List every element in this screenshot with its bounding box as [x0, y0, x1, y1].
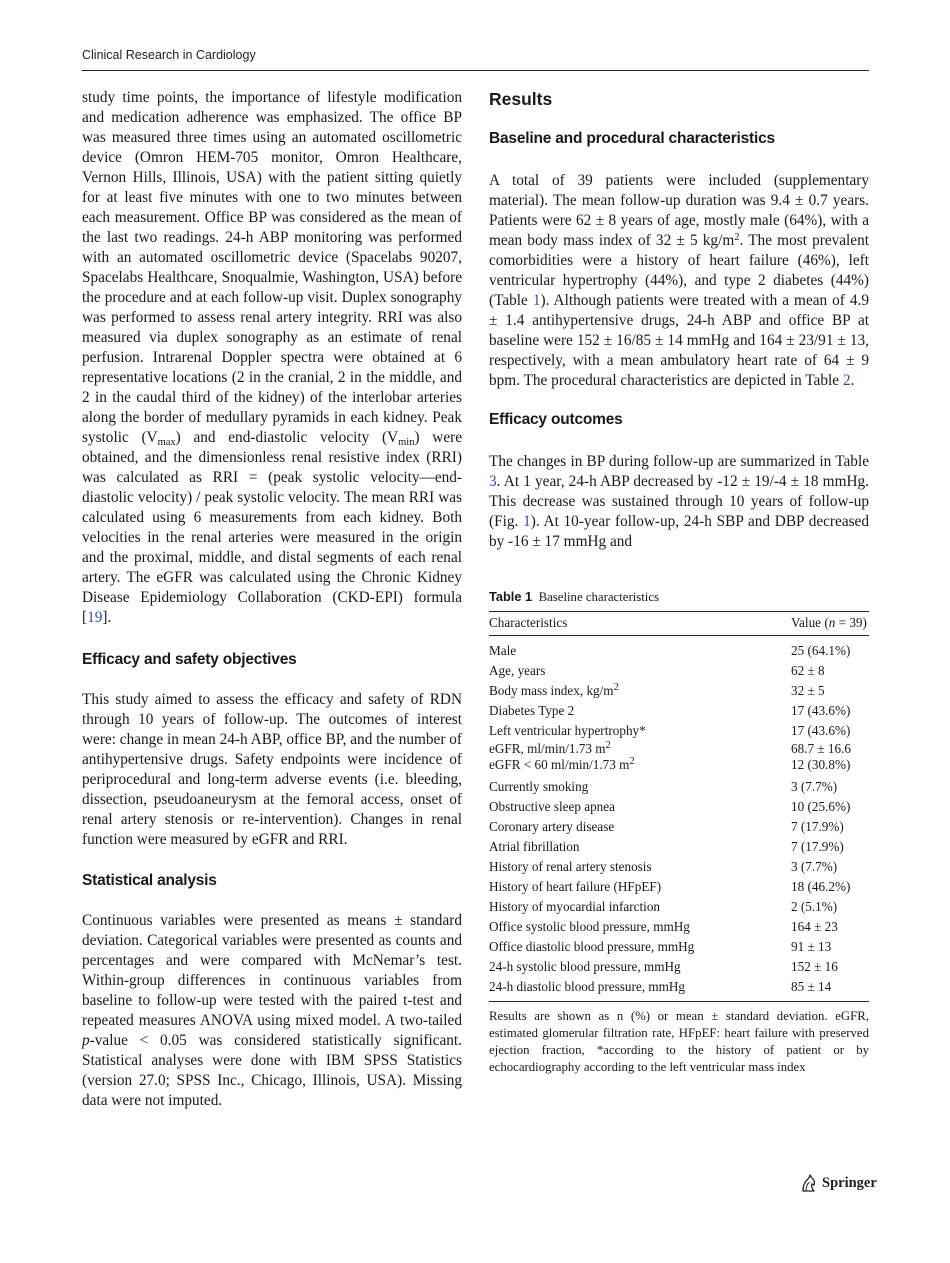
row-value: 17 (43.6%) — [791, 703, 851, 718]
heading-efficacy-safety-objectives: Efficacy and safety objectives — [82, 651, 297, 668]
table-row — [489, 777, 869, 797]
statistics-paragraph: Continuous variables were presented as means ± standard deviation. Categorical variables were presented as counts and percentages and were compared with McNemar’s test. Within-group differences in continuous variables from baseline to follow-up were tested with the paired t-test and repeated measures ANOVA using mixed model. A two-tailed p-value < 0.05 was considered statistically significant. Statistical analyses were done with IBM SPSS Statistics (version 27.0; SPSS Inc., Chicago, Illinois, USA). Missing data were not imputed. — [82, 912, 462, 1109]
row-characteristic: Office systolic blood pressure, mmHg — [489, 919, 690, 934]
row-characteristic: Currently smoking — [489, 779, 589, 794]
right-column — [489, 88, 869, 1076]
table-row — [489, 957, 869, 977]
table-row — [489, 701, 869, 721]
baseline-paragraph: A total of 39 patients were included (supplementary material). The mean follow-up duration was 9.4 ± 0.7 years. Patients were 62 ± 8 years of age, mostly male (64%), with a mean body mass index of 32 ± 5 $kg/m^2$. The most prevalent comorbidities were a history of heart failure (46%), left ventricular hypertrophy (44%), and type 2 diabetes (44%) (Table 1). Although patients were treated with a mean of 4.9 ± 1.4 antihypertensive drugs, 24-h ABP and office BP at baseline were 152 ± 16/85 ± 14 mmHg and 164 ± 23/91 ± 13, respectively, with a mean ambulatory heart rate of 64 ± 9 bpm. The procedural characteristics are depicted in Table 2. — [489, 172, 869, 389]
publisher-name: Springer — [822, 1175, 877, 1191]
left-column — [82, 88, 462, 1111]
table-row — [489, 937, 869, 957]
table-title: Baseline characteristics — [538, 590, 660, 604]
header-rule — [82, 70, 869, 71]
row-value: 32 ± 5 — [791, 683, 825, 698]
row-characteristic: Body mass index, $kg/m^2$ — [489, 682, 619, 698]
row-characteristic: eGFR, ml/min/1.73 $m^2$ eGFR < 60 ml/min/1.73 $m^2$ — [489, 740, 635, 772]
heading-results: Results — [489, 89, 553, 109]
table-row — [489, 661, 869, 681]
efficacy-paragraph: The changes in BP during follow-up are summarized in Table 3. At 1 year, 24-h ABP decreased by -12 ± 19/-4 ± 18 mmHg. This decrease was sustained through 10 years of follow-up (Fig. 1). At 10-year follow-up, 24-h SBP and DBP decreased by -16 ± 17 mmHg and — [489, 453, 869, 550]
heading-baseline-characteristics: Baseline and procedural characteristics — [489, 130, 775, 147]
row-characteristic: Left ventricular hypertrophy* — [489, 723, 646, 738]
row-value: 17 (43.6%) — [791, 723, 851, 738]
table-row — [489, 837, 869, 857]
row-value: 18 (46.2%) — [791, 879, 851, 894]
methods-paragraph: study time points, the importance of lifestyle modification and medication adherence was emphasized. The office BP was measured three times using an automated oscillometric device (Omron HEM-705 monitor, Omron Healthcare, Vernon Hills, Illinois, USA) with the patient sitting quietly for at least five minutes with one to two minutes between each measurement. Office BP was considered as the mean of the last two readings. 24-h ABP monitoring was performed with an automated oscillometric device (Spacelabs 90207, Spacelabs Healthcare, Snoqualmie, Washington, USA) before the procedure and at each follow-up visit. Duplex sonography was performed to assess renal artery integrity. RRI was also measured via duplex sonography as an estimate of renal perfusion. Intrarenal Doppler spectra were obtained at 6 representative locations (2 in the cranial, 2 in the middle, and 2 in the caudal third of the kidney) of the interlobar arteries along the border of medullary pyramids in each kidney. Peak systolic $(V_{max})$ and end-diastolic velocity $(V_{min})$ were obtained, and the dimensionless renal resistive index (RRI) was calculated as RRI = (peak systolic velocity—end-diastolic velocity) / peak systolic velocity. The mean RRI was calculated using 6 measurements from each kidney. Both velocities in the renal arteries were measured in the origin and the proximal, middle, and distal segments of each renal artery. The eGFR was calculated using the Chronic Kidney Disease Epidemiology Collaboration (CKD-EPI) formula [19]. — [82, 89, 462, 626]
row-characteristic: 24-h systolic blood pressure, mmHg — [489, 959, 681, 974]
row-characteristic: History of renal artery stenosis — [489, 859, 652, 874]
row-value: 7 (17.9%) — [791, 819, 844, 834]
row-value: 91 ± 13 — [791, 939, 832, 954]
row-characteristic: Age, years — [489, 663, 546, 678]
objectives-paragraph: This study aimed to assess the efficacy and safety of RDN through 10 years of follow-up. The outcomes of interest were: change in mean 24-h ABP, office BP, and the number of antihypertensive drugs. Safety endpoints were incidence of periprocedural and long-term adverse events (i.e. bleeding, dissection, pseudoaneurysm at the femoral access, onset of renal artery stenosis or re-intervention). Changes in renal function were measured by eGFR and RRI. — [82, 691, 462, 848]
row-characteristic: Coronary artery disease — [489, 819, 615, 834]
table-row — [489, 721, 869, 741]
row-characteristic: 24-h diastolic blood pressure, mmHg — [489, 979, 685, 994]
table-header-row — [489, 612, 869, 636]
row-characteristic: Atrial fibrillation — [489, 839, 580, 854]
heading-statistical-analysis: Statistical analysis — [82, 872, 217, 889]
row-characteristic: Office diastolic blood pressure, mmHg — [489, 939, 695, 954]
row-value: 3 (7.7%) — [791, 859, 838, 874]
table-footnote: Results are shown as n (%) or mean ± standard deviation. eGFR, estimated glomerular filtration rate, HFpEF: heart failure with preserved ejection fraction, *according to the history of patient or by echocardiography according to the left ventricular mass index — [489, 1009, 869, 1074]
row-value: 7 (17.9%) — [791, 839, 844, 854]
row-value: 2 (5.1%) — [791, 899, 838, 914]
row-value: 10 (25.6%) — [791, 799, 851, 814]
row-value: 3 (7.7%) — [791, 779, 838, 794]
row-characteristic: Male — [489, 643, 517, 658]
column-header-value: Value (n = 39) — [791, 615, 867, 630]
publisher-logo — [800, 1174, 877, 1193]
row-value: 68.7 ± 16.6 12 (30.8%) — [791, 741, 851, 772]
table-row — [489, 897, 869, 917]
row-value: 25 (64.1%) — [791, 643, 851, 658]
row-characteristic: History of heart failure (HFpEF) — [489, 879, 662, 894]
table-row — [489, 681, 869, 701]
heading-efficacy-outcomes: Efficacy outcomes — [489, 411, 623, 428]
table-row — [489, 741, 869, 777]
row-characteristic: History of myocardial infarction — [489, 899, 661, 914]
column-header-characteristics: Characteristics — [489, 615, 568, 630]
row-value: 62 ± 8 — [791, 663, 825, 678]
table-caption — [489, 589, 869, 605]
table-row — [489, 797, 869, 817]
table-row — [489, 917, 869, 937]
table-row — [489, 877, 869, 897]
table-row — [489, 817, 869, 837]
table-row — [489, 636, 869, 662]
row-characteristic: Obstructive sleep apnea — [489, 799, 615, 814]
springer-horse-icon — [800, 1174, 817, 1193]
table-row — [489, 857, 869, 877]
table-row — [489, 977, 869, 1001]
row-value: 152 ± 16 — [791, 959, 838, 974]
row-value: 85 ± 14 — [791, 979, 832, 994]
row-value: 164 ± 23 — [791, 919, 838, 934]
baseline-characteristics-table — [489, 611, 869, 1001]
row-characteristic: Diabetes Type 2 — [489, 703, 575, 718]
table-label: Table 1 — [489, 589, 533, 604]
running-head: Clinical Research in Cardiology — [82, 48, 256, 62]
